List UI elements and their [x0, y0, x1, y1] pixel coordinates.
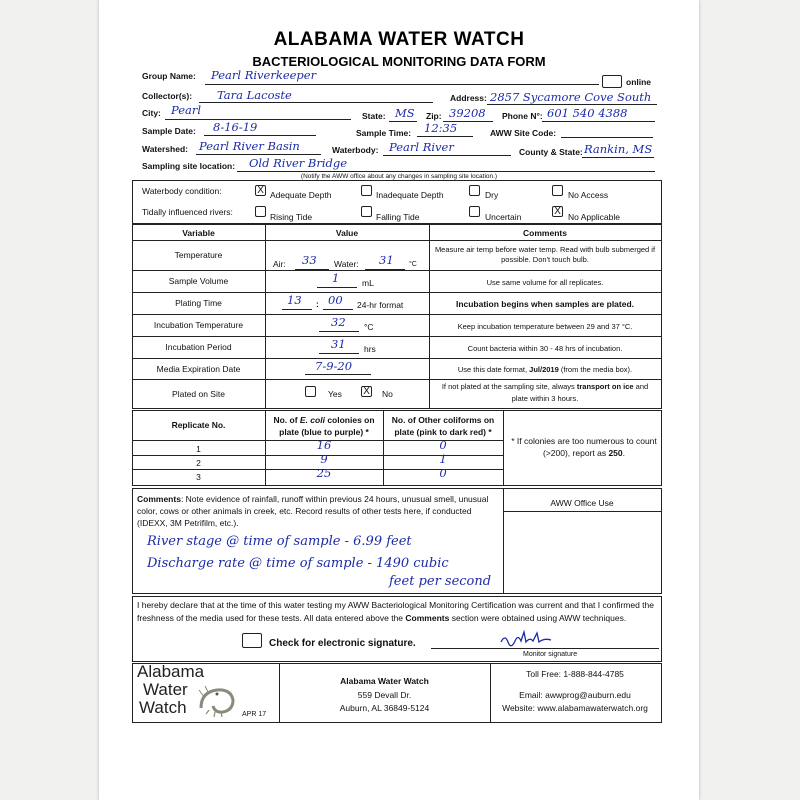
footer-address-line2: Auburn, AL 36849-5124 [339, 703, 430, 713]
plating-time-comment: Incubation begins when samples are plated. [455, 299, 635, 309]
tidal-label: Tidally influenced rivers: [142, 207, 233, 217]
replicate-1-no: 1 [196, 444, 201, 454]
group-name-value[interactable]: Pearl Riverkeeper [211, 68, 317, 82]
water-label: Water: [334, 259, 359, 269]
temperature-variable: Temperature [174, 250, 223, 260]
plated-on-site-comment: If not plated at the sampling site, always transport on ice and plate within 3 hours. [441, 382, 649, 403]
footer-website[interactable]: Website: www.alabamawaterwatch.org [502, 703, 648, 713]
sample-date-value[interactable]: 8-16-19 [213, 120, 258, 134]
shrimp-logo-icon [195, 684, 237, 718]
no-access-checkbox[interactable] [552, 185, 563, 196]
sample-volume-variable: Sample Volume [168, 276, 229, 286]
form-subtitle: BACTERIOLOGICAL MONITORING DATA FORM [252, 54, 546, 69]
sample-time-label: Sample Time: [356, 128, 412, 138]
notify-note: (Notify the AWW office about any changes in sampling site location.) [300, 173, 498, 180]
media-expiration-variable: Media Expiration Date [156, 364, 241, 374]
media-expiration-comment: Use this date format, Jul/2019 (from the media box). [457, 365, 633, 374]
comment-line-2[interactable]: Discharge rate @ time of sample - 1490 cubic [147, 556, 449, 571]
plated-no-checkbox[interactable]: X [361, 386, 372, 397]
electronic-signature-label: Check for electronic signature. [269, 638, 416, 649]
electronic-signature-checkbox[interactable] [242, 633, 262, 648]
waterbody-label: Waterbody: [332, 145, 379, 155]
watershed-label: Watershed: [142, 144, 188, 154]
replicate-3-no: 3 [196, 472, 201, 482]
no-applicable-label: No Applicable [568, 212, 620, 222]
incubation-temp-comment: Keep incubation temperature between 29 and 37 °C. [457, 322, 633, 331]
sample-time-value[interactable]: 12:35 [424, 121, 458, 135]
online-label: online [626, 77, 652, 87]
plating-time-variable: Plating Time [175, 298, 222, 308]
plated-yes-label: Yes [328, 389, 342, 399]
inadequate-depth-label: Inadequate Depth [376, 190, 444, 200]
state-value[interactable]: MS [395, 106, 415, 120]
address-value[interactable]: 2857 Sycamore Cove South [490, 90, 652, 104]
plating-time-unit: 24-hr format [357, 300, 404, 310]
inadequate-depth-checkbox[interactable] [361, 185, 372, 196]
adequate-depth-label: Adequate Depth [270, 190, 332, 200]
other-coliforms-header: No. of Other coliforms on plate (pink to dark red) * [391, 415, 495, 437]
replicate-3-other[interactable]: 0 [439, 466, 447, 480]
footer-tollfree: Toll Free: 1-888-844-4785 [526, 669, 624, 679]
zip-value[interactable]: 39208 [449, 106, 486, 120]
col-value-header: Value [335, 228, 359, 238]
city-value[interactable]: Pearl [171, 103, 202, 117]
incubation-period-value[interactable]: 31 [331, 337, 346, 351]
zip-label: Zip: [426, 111, 442, 121]
air-temp-value[interactable]: 33 [302, 253, 317, 267]
plating-time-sep: : [316, 299, 319, 309]
watershed-value[interactable]: Pearl River Basin [199, 139, 300, 153]
site-code-label: AWW Site Code: [490, 128, 557, 138]
incubation-temp-unit: °C [364, 322, 374, 332]
replicate-2-other[interactable]: 1 [439, 452, 447, 466]
uncertain-checkbox[interactable] [469, 206, 480, 217]
plated-no-label: No [382, 389, 393, 399]
monitor-signature-label: Monitor signature [523, 651, 578, 658]
plated-on-site-variable: Plated on Site [172, 389, 225, 399]
declaration-text: I hereby declare that at the time of this water testing my AWW Bacteriological Monitoring Certification was current and that I confirmed the freshness of the media used for these tests. All data entered above the Comments section were obtained using AWW techniques. [137, 600, 655, 623]
incubation-temp-variable: Incubation Temperature [153, 320, 244, 330]
no-access-label: No Access [568, 190, 609, 200]
aww-logo-text: Alabama Water Watch [137, 662, 205, 717]
air-label: Air: [273, 259, 286, 269]
plating-hours-value[interactable]: 13 [287, 293, 302, 307]
county-state-label: County & State: [519, 147, 583, 157]
replicate-3-ecoli[interactable]: 25 [316, 466, 332, 480]
rising-tide-label: Rising Tide [270, 212, 313, 222]
collectors-value[interactable]: Tara Lacoste [217, 88, 292, 102]
replicate-2-ecoli[interactable]: 9 [320, 452, 328, 466]
footer-address-line1: 559 Devall Dr. [357, 690, 412, 700]
dry-label: Dry [485, 190, 499, 200]
comments-instructions: Comments: Note evidence of rainfall, runoff within previous 24 hours, unusual smell, unusual color, cows or other animals in creek, etc. Record results of other tests here, if conducted (IDEXX, 3M Petrifilm, etc.). [137, 494, 489, 528]
replicate-2-no: 2 [196, 458, 201, 468]
replicates-footnote: * If colonies are too numerous to count (>200), report as 250. [511, 436, 657, 458]
comment-line-3[interactable]: feet per second [389, 574, 492, 589]
data-form-sheet [99, 0, 699, 800]
site-location-value[interactable]: Old River Bridge [249, 156, 348, 170]
footer-org: Alabama Water Watch [340, 676, 429, 686]
replicate-no-header: Replicate No. [171, 420, 226, 430]
falling-tide-label: Falling Tide [376, 212, 420, 222]
incubation-period-unit: hrs [364, 344, 376, 354]
col-comments-header: Comments [523, 228, 567, 238]
collectors-label: Collector(s): [142, 91, 193, 101]
incubation-period-comment: Count bacteria within 30 - 48 hrs of incubation. [467, 344, 623, 353]
uncertain-label: Uncertain [485, 212, 522, 222]
plating-minutes-value[interactable]: 00 [328, 293, 343, 307]
replicate-1-ecoli[interactable]: 16 [316, 438, 332, 452]
temp-unit: °C [409, 261, 417, 268]
plated-yes-checkbox[interactable] [305, 386, 316, 397]
group-name-label: Group Name: [142, 71, 196, 81]
county-state-value[interactable]: Rankin, MS [584, 142, 653, 156]
dry-checkbox[interactable] [469, 185, 480, 196]
sample-date-label: Sample Date: [142, 126, 196, 136]
aww-office-use-label: AWW Office Use [550, 498, 614, 508]
temperature-comment: Measure air temp before water temp. Read with bulb submerged if possible. Don't touch bulb. [434, 245, 656, 264]
media-expiration-value[interactable]: 7-9-20 [315, 359, 353, 373]
falling-tide-checkbox[interactable] [361, 206, 372, 217]
no-applicable-checkbox[interactable]: X [552, 206, 563, 217]
incubation-temp-value[interactable]: 32 [331, 315, 346, 329]
city-label: City: [142, 108, 161, 118]
online-checkbox[interactable] [602, 75, 622, 88]
rising-tide-checkbox[interactable] [255, 206, 266, 217]
phone-value[interactable]: 601 540 4388 [547, 106, 628, 120]
adequate-depth-checkbox[interactable]: X [255, 185, 266, 196]
address-label: Address: [450, 93, 487, 103]
replicate-1-other[interactable]: 0 [439, 438, 447, 452]
waterbody-condition-label: Waterbody condition: [142, 186, 222, 196]
monitor-signature [499, 628, 555, 650]
site-location-label: Sampling site location: [142, 161, 236, 171]
water-temp-value[interactable]: 31 [379, 253, 394, 267]
comment-line-1[interactable]: River stage @ time of sample - 6.99 feet [147, 534, 412, 549]
form-title: ALABAMA WATER WATCH [273, 29, 525, 50]
incubation-period-variable: Incubation Period [165, 342, 232, 352]
col-variable-header: Variable [182, 228, 215, 238]
sample-volume-value[interactable]: 1 [332, 271, 340, 285]
waterbody-value[interactable]: Pearl River [389, 140, 454, 154]
state-label: State: [362, 111, 386, 121]
footer-email[interactable]: Email: awwprog@auburn.edu [519, 690, 631, 700]
form-version: APR 17 [242, 711, 267, 718]
phone-label: Phone N°: [502, 111, 543, 121]
sample-volume-comment: Use same volume for all replicates. [486, 278, 604, 287]
sample-volume-unit: mL [362, 278, 374, 288]
ecoli-header: No. of E. coli colonies on plate (blue to purple) * [273, 415, 375, 437]
